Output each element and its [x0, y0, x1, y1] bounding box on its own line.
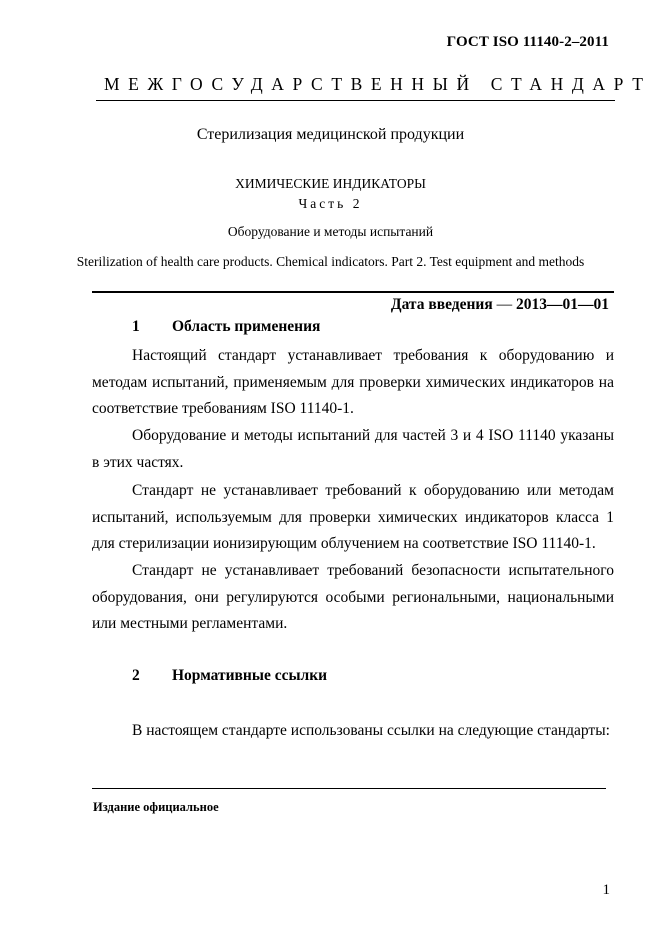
document-english-title: Sterilization of health care products. Chemical indicators. Part 2. Test equipment and methods — [76, 254, 585, 269]
section-heading — [92, 667, 327, 685]
paragraph: Оборудование и методы испытаний для частей 3 и 4 ISO 11140 указаны в этих частях. — [92, 427, 614, 471]
header-divider — [96, 100, 615, 101]
introduction-date-value: 2013—01—01 — [516, 296, 609, 313]
page-number: 1 — [602, 882, 610, 898]
section-number: 2 — [132, 667, 140, 684]
edition-label: Издание официальное — [93, 800, 219, 814]
standard-type-heading: МЕЖГОСУДАРСТВЕННЫЙ СТАНДАРТ — [104, 74, 652, 94]
introduction-date-label: Дата введения — [390, 296, 493, 313]
title-divider — [92, 291, 614, 293]
document-part-title: Оборудование и методы испытаний — [227, 224, 434, 239]
introduction-date — [391, 296, 609, 314]
section-title: Область применения — [172, 318, 321, 335]
paragraph: В настоящем стандарте использованы ссылки на следующие стандарты: — [132, 722, 610, 739]
document-subtitle: ХИМИЧЕСКИЕ ИНДИКАТОРЫ — [235, 176, 426, 191]
document-code: ГОСТ ISO 11140-2–2011 — [446, 34, 609, 50]
section-number: 1 — [132, 318, 140, 335]
document-part-number: Часть 2 — [298, 196, 363, 211]
introduction-date-dash: — — [492, 296, 516, 313]
document-title: Стерилизация медицинской продукции — [196, 126, 465, 143]
paragraph: Стандарт не устанавливает требований к оборудованию или методам испытаний, используемым для проверки химических индикаторов класса 1 для стерилизации ионизирующим облучением на соответствие ISO 11140-1. — [92, 482, 614, 552]
footer-divider — [92, 788, 606, 789]
paragraph: Настоящий стандарт устанавливает требования к оборудованию и методам испытаний, применяемым для проверки химических индикаторов на соответствие требованиям ISO 11140-1. — [92, 347, 614, 417]
section-heading — [92, 318, 320, 336]
section-title: Нормативные ссылки — [172, 667, 328, 684]
paragraph: Стандарт не устанавливает требований безопасности испытательного оборудования, они регулируются особыми региональными, национальными или местными регламентами. — [92, 562, 614, 632]
